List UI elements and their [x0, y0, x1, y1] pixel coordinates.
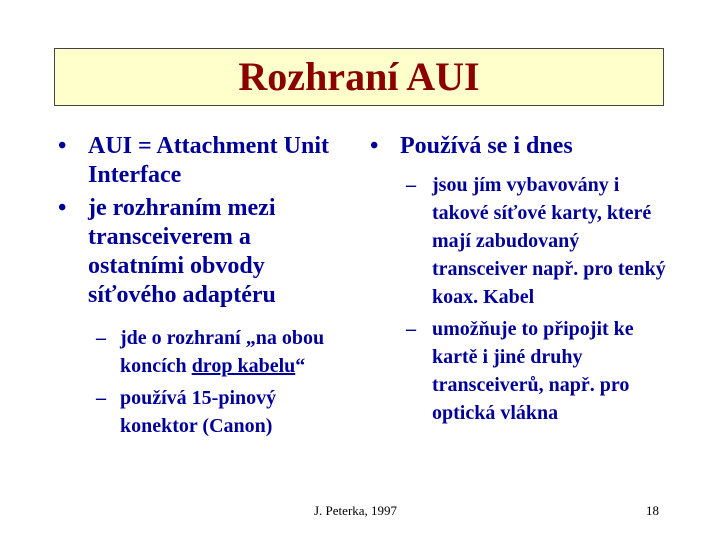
sub-bullet-item: [370, 315, 670, 427]
bullet-marker: •: [58, 133, 67, 159]
sub-bullet-list: [370, 171, 670, 427]
bullet-item: [58, 132, 348, 190]
bullet-item: [370, 132, 670, 161]
sub-bullet-item: [58, 324, 348, 380]
title-box: [54, 48, 664, 106]
dash-marker: –: [406, 318, 416, 340]
footer-author: J. Peterka, 1997: [314, 503, 398, 518]
sub-bullet-text-end: “: [295, 355, 306, 377]
bullet-text: AUI = Attachment Unit Interface: [88, 133, 329, 188]
dash-marker: –: [96, 387, 106, 409]
slide-title: Rozhraní AUI: [238, 54, 480, 99]
page-number: 18: [646, 503, 659, 518]
bullet-marker: •: [58, 195, 67, 221]
dash-marker: –: [406, 174, 416, 196]
right-column: [370, 132, 670, 431]
bullet-text: je rozhraním mezi transceiverem a ostatními obvody síťového adaptéru: [88, 195, 276, 308]
sub-bullet-text: jsou jím vybavovány i takové síťové karty, které mají zabudovaný transceiver např. pro tenký koax. Kabel: [432, 174, 666, 308]
left-column: [58, 132, 348, 444]
sub-bullet-list: [58, 324, 348, 440]
sub-bullet-text: umožňuje to připojit ke kartě i jiné druhy transceiverů, např. pro optická vlákna: [432, 318, 634, 424]
drop-cable-underlined: drop kabelu: [191, 355, 296, 377]
sub-bullet-text: používá 15-pinový konektor (Canon): [120, 387, 277, 437]
sub-bullet-text-start: jde o rozhraní „na obou koncích: [120, 327, 325, 377]
dash-marker: –: [96, 327, 106, 349]
bullet-item: [58, 194, 348, 310]
bullet-marker: •: [370, 133, 379, 159]
bullet-text: Používá se i dnes: [400, 133, 573, 159]
sub-bullet-item: [58, 384, 348, 440]
sub-bullet-item: [370, 171, 670, 311]
